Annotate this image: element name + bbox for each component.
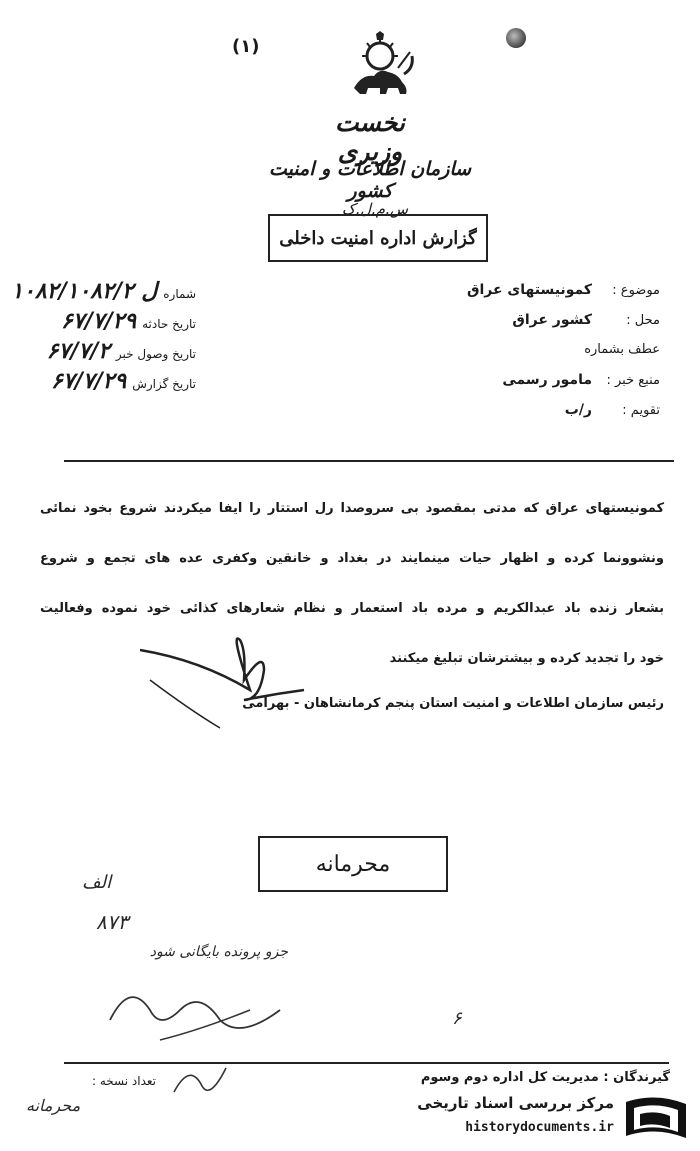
meta-receipt-date-row bbox=[36, 338, 196, 368]
department-title: گزارش اداره امنیت داخلی bbox=[279, 227, 477, 249]
number-value: ۱۰۸۲/۱۰۸۲/۲ ل bbox=[11, 278, 158, 304]
meta-report-date-row bbox=[36, 368, 196, 398]
report-date-value: ۶۷/۷/۲۹ bbox=[51, 368, 127, 394]
classification-text: محرمانه bbox=[315, 851, 391, 877]
meta-subject-row bbox=[360, 282, 660, 312]
watermark-text: مرکز بررسی اسناد تاریخی bbox=[417, 1094, 614, 1112]
evaluation-label: تقویم : bbox=[622, 403, 660, 418]
meta-location-row bbox=[360, 312, 660, 342]
handwritten-instruction: جزو پرونده بایگانی شود bbox=[149, 944, 288, 960]
location-label: محل : bbox=[626, 313, 660, 328]
receipt-date-label: تاریخ وصول خبر bbox=[115, 347, 196, 361]
subject-label: موضوع : bbox=[612, 283, 660, 298]
header-divider bbox=[64, 460, 674, 462]
subject-value: کمونیستهای عراق bbox=[466, 282, 592, 298]
classification-stamp bbox=[258, 836, 448, 892]
binder-hole-mark bbox=[506, 28, 526, 48]
handwritten-note: الف bbox=[82, 872, 112, 893]
incident-date-label: تاریخ حادثه bbox=[142, 317, 196, 331]
incident-date-value: ۶۷/۷/۲۹ bbox=[60, 308, 137, 334]
body-line: بشعار زنده باد عبدالکریم و مرده باد استعمار و نظام شعارهای کذائی خود نموده وفعالیت bbox=[40, 601, 664, 616]
corner-handwriting: محرمانه bbox=[26, 1096, 81, 1115]
handwritten-scribble-icon bbox=[100, 960, 300, 1050]
signer-line: رئیس سازمان اطلاعات و امنیت استان پنجم کرمانشاهان - بهرامی bbox=[242, 696, 664, 711]
number-label: شماره bbox=[163, 287, 196, 301]
body-line: کمونیستهای عراق که مدتی بمقصود بی سروصدا رل استتار را ایفا میکردند شروع بخود نمائی bbox=[40, 501, 664, 516]
report-date-label: تاریخ گزارش bbox=[132, 377, 196, 391]
source-label: منبع خبر : bbox=[606, 373, 660, 388]
ministry-title: نخست وزیری bbox=[335, 108, 405, 166]
meta-number-row bbox=[11, 278, 196, 308]
footer-scribble-icon bbox=[170, 1062, 230, 1098]
archive-logo-icon bbox=[620, 1092, 696, 1146]
report-meta-left bbox=[11, 278, 196, 398]
archive-watermark bbox=[408, 1088, 698, 1148]
page-mark: ۶ bbox=[452, 1008, 462, 1029]
meta-source-row bbox=[360, 372, 660, 402]
watermark-url: historydocuments.ir bbox=[465, 1120, 614, 1135]
receipt-date-value: ۶۷/۷/۲ bbox=[46, 338, 110, 364]
report-meta-right bbox=[360, 282, 660, 432]
recipients-line: گیرندگان : مدیریت کل اداره دوم وسوم bbox=[420, 1070, 670, 1085]
page-number: (۱) bbox=[232, 36, 260, 57]
organization-title: سازمان اطلاعات و امنیت کشور bbox=[268, 158, 472, 202]
footer-divider bbox=[64, 1062, 669, 1064]
office-code: س.م.ل.ک bbox=[341, 200, 409, 218]
source-value: مامور رسمی bbox=[502, 372, 592, 388]
reference-label: عطف بشماره bbox=[584, 342, 660, 357]
department-box bbox=[268, 214, 488, 262]
signature-icon bbox=[120, 620, 320, 730]
location-value: کشور عراق bbox=[512, 312, 592, 328]
body-line: ونشوونما کرده و اظهار حیات مینمایند در بغداد و خانقین وکفری عده های تجمع و شروع bbox=[40, 551, 664, 566]
meta-incident-date-row bbox=[36, 308, 196, 338]
copies-label: تعداد نسخه : bbox=[92, 1074, 157, 1088]
meta-reference-row bbox=[360, 342, 660, 372]
handwritten-number: ۸۷۳ bbox=[96, 910, 129, 934]
evaluation-value: ر/ب bbox=[564, 402, 592, 418]
lion-and-sun-emblem-icon bbox=[340, 30, 420, 100]
meta-evaluation-row bbox=[360, 402, 660, 432]
body-line: خود را تجدید کرده و بیشترشان تبلیغ میکنند bbox=[389, 651, 664, 666]
